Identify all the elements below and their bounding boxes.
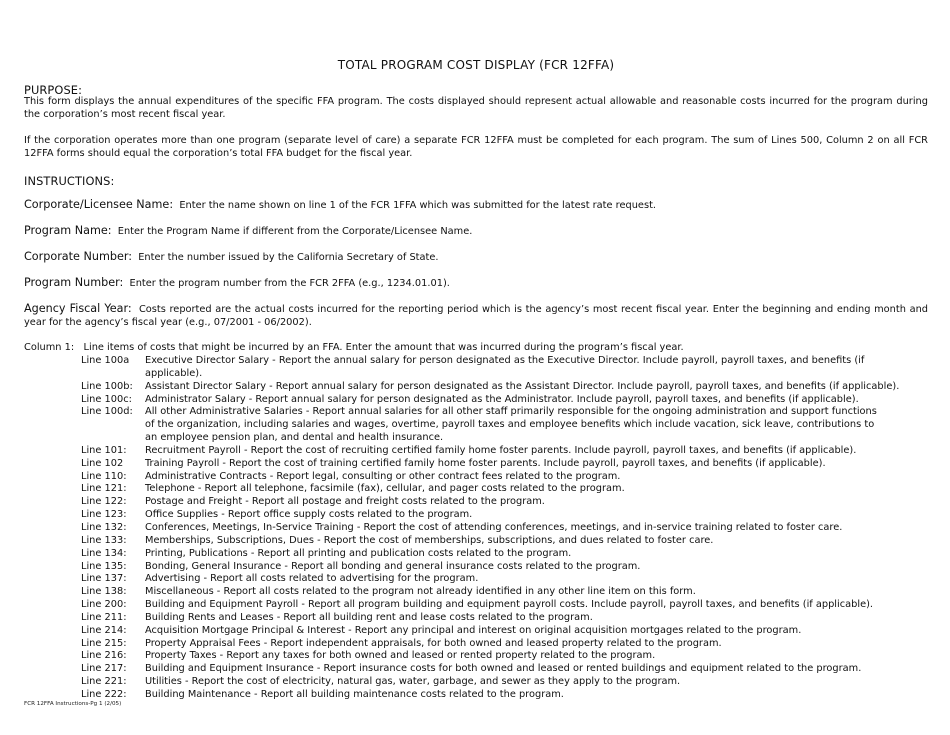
line-number: Line 101: (81, 444, 127, 456)
line-item (81, 650, 901, 663)
line-item (81, 483, 901, 496)
line-item (81, 638, 901, 651)
line-item-list (81, 355, 901, 702)
line-description: Advertising - Report all costs related to advertising for the program. (145, 573, 479, 585)
line-description: Bonding, General Insurance - Report all bonding and general insurance costs related to the program. (145, 560, 641, 572)
field-label: Program Name: (24, 224, 112, 237)
line-number: Line 215: (81, 637, 127, 649)
line-description: Conferences, Meetings, In-Service Training - Report the cost of attending conferences, meetings, and in-service training related to foster care. (145, 521, 843, 533)
line-description: Utilities - Report the cost of electricity, natural gas, water, garbage, and sewer as they apply to the program. (145, 676, 681, 688)
line-number: Line 137: (81, 573, 127, 585)
instructions-heading: INSTRUCTIONS: (24, 174, 115, 188)
line-item (81, 355, 901, 381)
line-description: Office Supplies - Report office supply costs related to the program. (145, 509, 473, 521)
line-number: Line 214: (81, 624, 127, 636)
field-text: Enter the Program Name if different from the Corporate/Licensee Name. (117, 226, 473, 237)
line-number: Line 134: (81, 547, 127, 559)
instruction-field-agency-fiscal-year (24, 303, 928, 330)
line-number: Line 133: (81, 534, 127, 546)
line-item (81, 586, 901, 599)
column1-label: Column 1: (24, 342, 75, 353)
line-item (81, 394, 901, 407)
line-description: Printing, Publications - Report all printing and publication costs related to the program. (145, 547, 572, 559)
line-number: Line 221: (81, 676, 127, 688)
line-description: Memberships, Subscriptions, Dues - Report the cost of memberships, subscriptions, and dues related to foster care. (145, 534, 714, 546)
column1-intro (24, 342, 684, 355)
line-item (81, 496, 901, 509)
line-number: Line 217: (81, 663, 127, 675)
page-title: TOTAL PROGRAM COST DISPLAY (FCR 12FFA) (337, 58, 615, 72)
line-number: Line 100b: (81, 380, 133, 392)
line-number: Line 100c: (81, 393, 132, 405)
line-item (81, 458, 901, 471)
line-description: Building Rents and Leases - Report all building rent and lease costs related to the program. (145, 611, 593, 623)
purpose-heading: PURPOSE: (24, 83, 83, 97)
line-description: Recruitment Payroll - Report the cost of recruiting certified family home foster parents. Include payroll, payroll taxes, and benefits (if applicable). (145, 444, 857, 456)
line-number: Line 211: (81, 611, 127, 623)
instruction-field-program-name (24, 225, 928, 239)
line-item (81, 561, 901, 574)
line-item (81, 509, 901, 522)
line-item (81, 625, 901, 638)
line-number: Line 135: (81, 560, 127, 572)
line-description: Administrator Salary - Report annual salary for person designated as the Administrator. Include payroll, payroll taxes, and benefits (if applicable). (145, 393, 859, 405)
page-footer: FCR 12FFA Instructions-Pg 1 (2/05) (24, 701, 122, 707)
line-item (81, 522, 901, 535)
line-description: Property Appraisal Fees - Report independent appraisals, for both owned and leased property related to the program. (145, 637, 722, 649)
line-item (81, 471, 901, 484)
line-description: Postage and Freight - Report all postage and freight costs related to the program. (145, 496, 545, 508)
line-number: Line 200: (81, 599, 127, 611)
line-description: Building and Equipment Payroll - Report all program building and equipment payroll costs. Include payroll, payroll taxes, and benefits (if applicable). (145, 599, 874, 611)
line-item (81, 689, 901, 702)
line-number: Line 132: (81, 521, 127, 533)
line-description: Property Taxes - Report any taxes for both owned and leased or rented property related to the program. (145, 650, 656, 662)
line-description: Miscellaneous - Report all costs related to the program not already identified in any other line item on this form. (145, 586, 696, 598)
line-description: Administrative Contracts - Report legal, consulting or other contract fees related to the program. (145, 470, 621, 482)
line-item (81, 599, 901, 612)
line-number: Line 122: (81, 496, 127, 508)
line-number: Line 102 (81, 457, 124, 469)
line-item (81, 548, 901, 561)
line-number: Line 216: (81, 650, 127, 662)
line-number: Line 100a (81, 355, 130, 366)
purpose-paragraph-2: If the corporation operates more than one program (separate level of care) a separate FCR 12FFA must be completed for each program. The sum of Lines 500, Column 2 on all FCR 12FFA forms should equal the corporation’s total FFA budget for the fiscal year. (24, 135, 928, 159)
field-label: Agency Fiscal Year: (24, 302, 132, 315)
line-number: Line 222: (81, 688, 127, 700)
line-number: Line 123: (81, 509, 127, 521)
line-number: Line 100d: (81, 406, 133, 418)
line-item (81, 612, 901, 625)
field-text: Enter the name shown on line 1 of the FCR 1FFA which was submitted for the latest rate request. (179, 200, 657, 211)
field-label: Corporate Number: (24, 250, 132, 263)
line-number: Line 121: (81, 483, 127, 495)
line-item (81, 663, 901, 676)
instruction-field-corporate-name (24, 199, 928, 213)
instruction-field-corporate-number (24, 251, 928, 265)
line-description: Building and Equipment Insurance - Report insurance costs for both owned and leased or rented buildings and equipment related to the program. (145, 663, 862, 675)
field-text: Enter the program number from the FCR 2FFA (e.g., 1234.01.01). (129, 278, 450, 289)
field-label: Program Number: (24, 276, 124, 289)
line-number: Line 138: (81, 586, 127, 598)
line-number: Line 110: (81, 470, 127, 482)
line-description: All other Administrative Salaries - Report annual salaries for all other staff primarily responsible for the ongoing administration and support functions of the organization, including salaries and wages, overtime, payroll taxes and employee benefits which include vacation, sick leave, contributions to an employee pension plan, and dental and health insurance. (145, 406, 877, 444)
line-item (81, 573, 901, 586)
line-item (81, 535, 901, 548)
column1-text: Line items of costs that might be incurred by an FFA. Enter the amount that was incurred during the program’s fiscal year. (83, 342, 684, 353)
line-item (81, 406, 901, 445)
line-description: Acquisition Mortgage Principal & Interest - Report any principal and interest on original acquisition mortgages related to the program. (145, 624, 802, 636)
line-description: Executive Director Salary - Report the annual salary for person designated as the Executive Director. Include payroll, payroll taxes, and benefits (if applicable). (145, 355, 865, 379)
field-text: Costs reported are the actual costs incurred for the reporting period which is the agency’s most recent fiscal year. Enter the beginning and ending month and year for the agency’s fiscal year (e.g., 07/2001 - 06/2002). (24, 304, 928, 328)
field-text: Enter the number issued by the California Secretary of State. (138, 252, 439, 263)
instruction-field-program-number (24, 277, 928, 291)
line-item (81, 445, 901, 458)
field-label: Corporate/Licensee Name: (24, 198, 174, 211)
line-description: Training Payroll - Report the cost of training certified family home foster parents. Include payroll, payroll taxes, and benefits (if applicable). (145, 457, 826, 469)
line-item (81, 676, 901, 689)
line-description: Assistant Director Salary - Report annual salary for person designated as the Assistant Director. Include payroll, payroll taxes, and benefits (if applicable). (145, 380, 900, 392)
line-description: Telephone - Report all telephone, facsimile (fax), cellular, and pager costs related to the program. (145, 483, 625, 495)
line-description: Building Maintenance - Report all building maintenance costs related to the program. (145, 688, 564, 700)
line-item (81, 381, 901, 394)
purpose-paragraph-1: This form displays the annual expenditures of the specific FFA program. The costs displayed should represent actual allowable and reasonable costs incurred for the program during the corporation’s most recent fiscal year. (24, 96, 928, 120)
